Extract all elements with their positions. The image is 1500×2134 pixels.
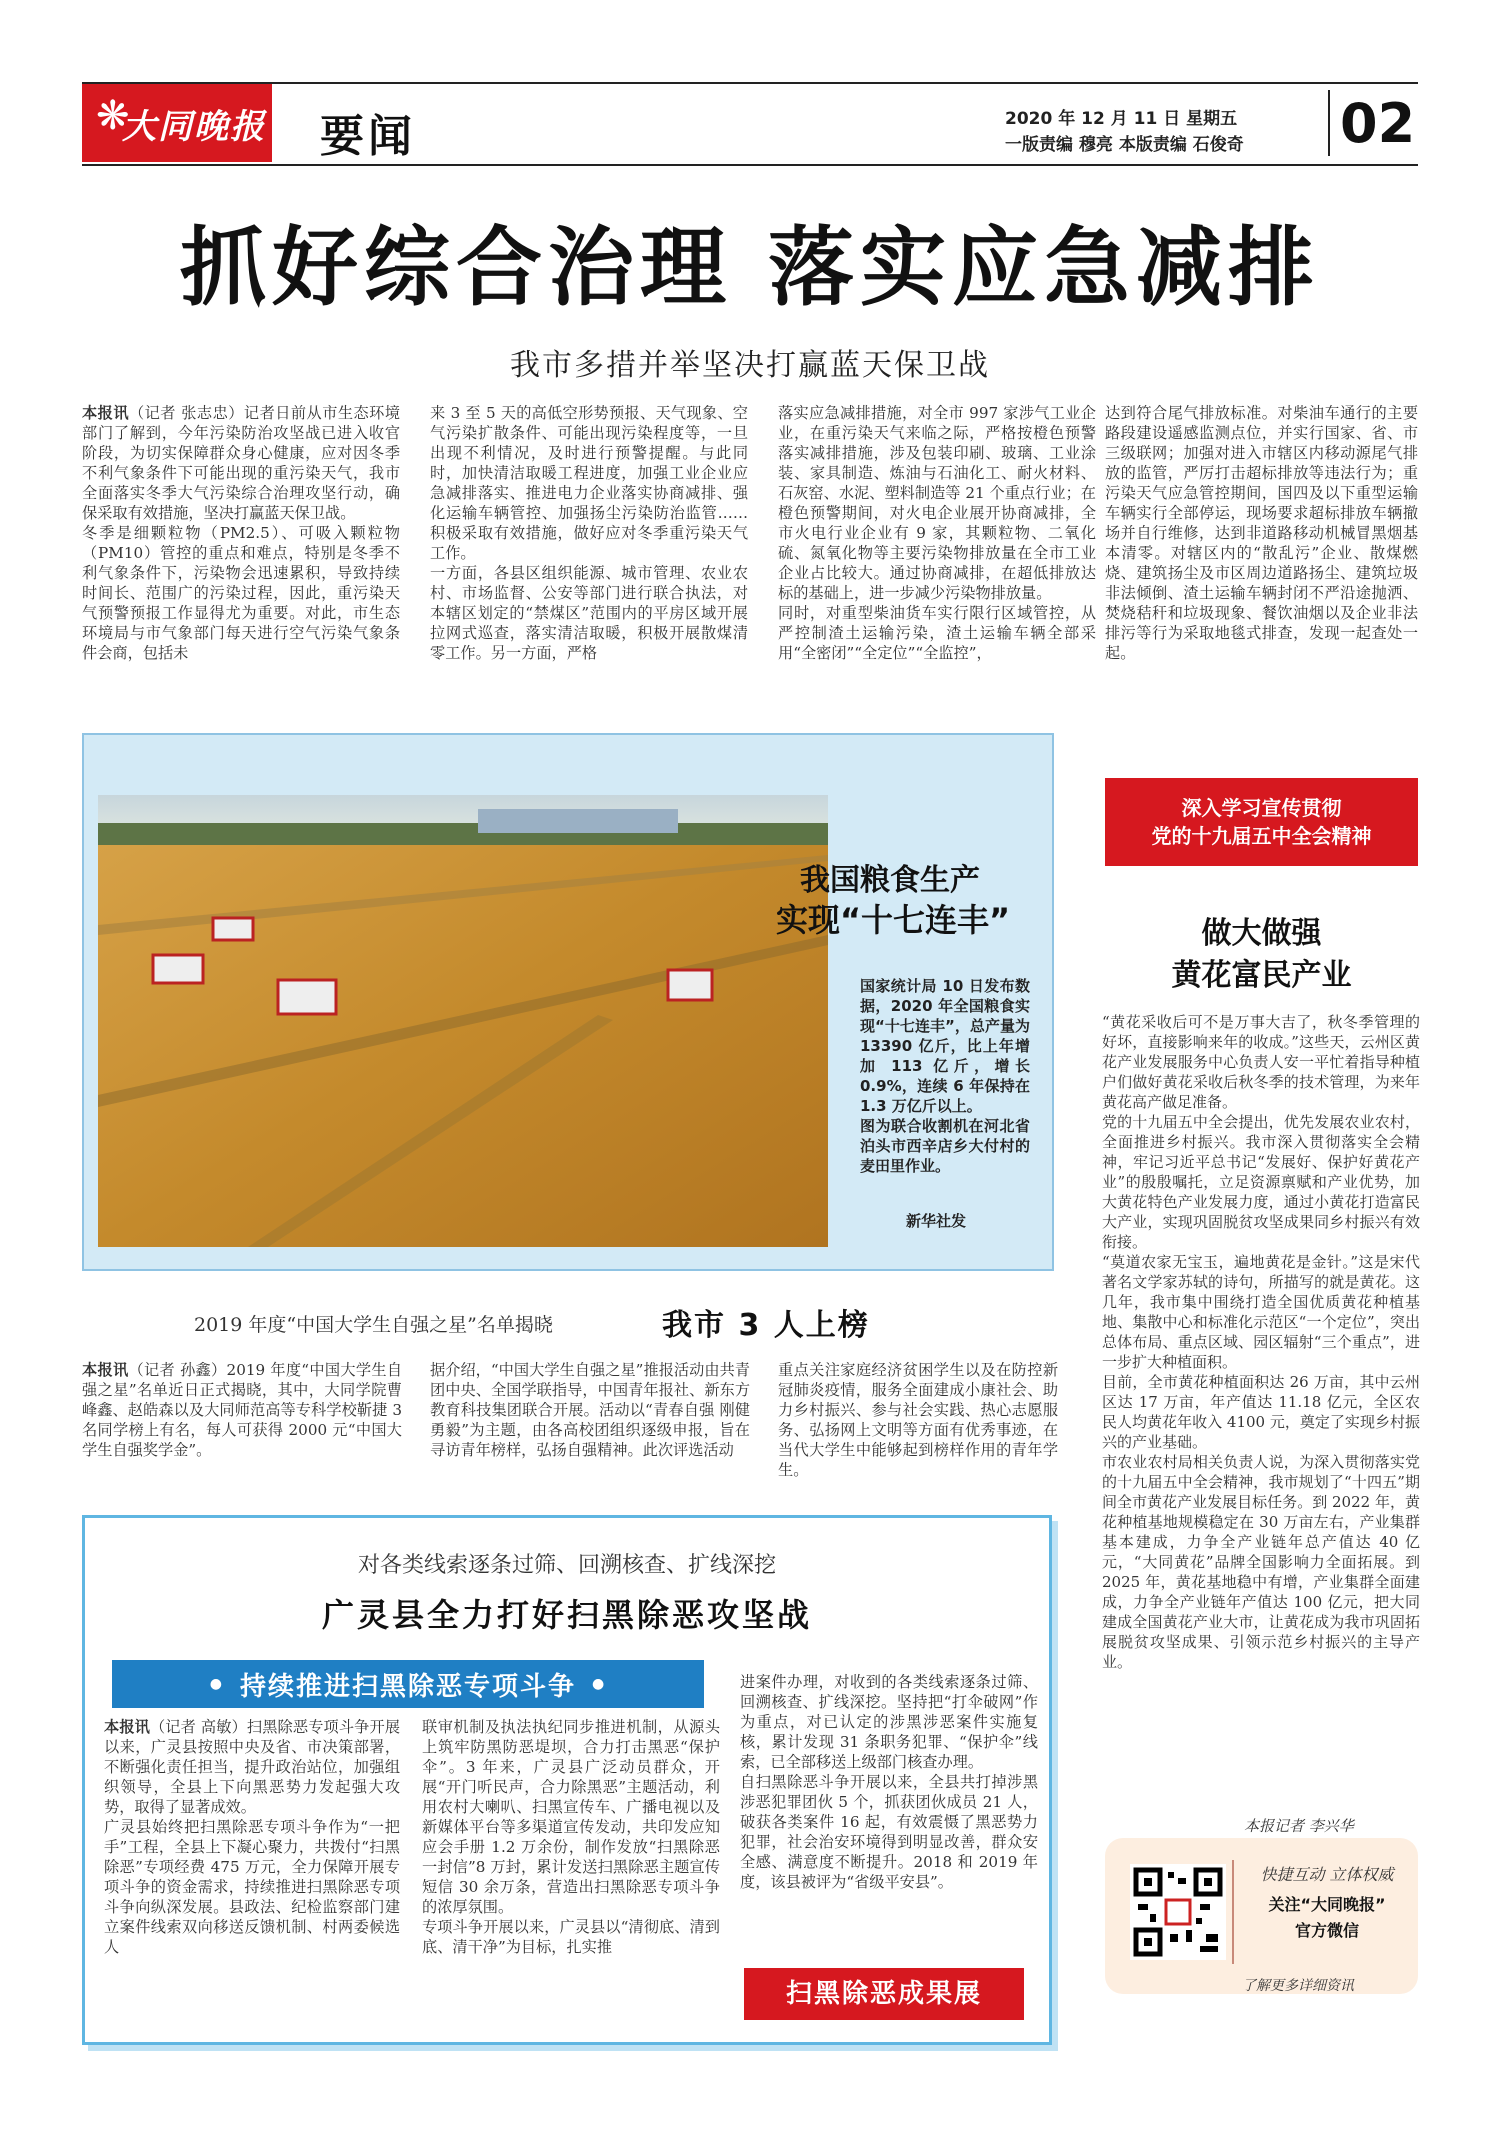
crime-section-banner <box>112 1660 704 1708</box>
student-headline: 我市 3 人上榜 <box>662 1308 870 1343</box>
promo-divider <box>1232 1860 1234 1964</box>
flame-icon: ❋ <box>96 93 130 139</box>
byline-reporter: （记者 张志忠） <box>128 404 244 422</box>
student-byline-reporter: （记者 孙鑫） <box>128 1361 227 1379</box>
crime-col-3: 进案件办理，对收到的各类线索逐条过筛、回溯核查、扩线深挖。坚持把“打伞破网”作为重点，对已认定的涉黑涉恶案件实施复核，累计发现 31 条职务犯罪、“保护伞”线索，已全部移送上级部门核查办理。 自扫黑除恶斗争开展以来，全县共打掉涉黑涉恶犯罪团伙 5 个，抓获团伙成员 21 人，破获各类案件 16 起，有效震慑了黑恶势力犯罪，社会治安环境得到明显改善，群众安全感、满意度不断提升。2018 和 2019 年度，该县被评为“省级平安县”。 <box>740 1673 1038 1891</box>
photo-headline-line-2: 实现“十七连丰” <box>776 901 1011 939</box>
sidebar-body: “黄花采收后可不是万事大吉了，秋冬季管理的好坏，直接影响来年的收成。”这些天，云州区黄花产业发展服务中心负责人安一平忙着指导种植户们做好黄花采收后秋冬季的技术管理，为来年黄花高产做足准备。 党的十九届五中全会提出，优先发展农业农村，全面推进乡村振兴。我市深入贯彻落实全会精神，牢记习近平总书记“发展好、保护好黄花产业”的殷殷嘱托，立足资源禀赋和产业优势，加大黄花特色产业发展力度，通过小黄花打造富民大产业，实现巩固脱贫攻坚成果同乡村振兴有效衔接。 “莫道农家无宝玉，遍地黄花是金针。”这是宋代著名文学家苏轼的诗句，所描写的就是黄花。这几年，我市集中围绕打造全国优质黄花种植基地、集散中心和标准化示范区“一个定位”，突出总体布局、重点区域、园区辐射“三个重点”，进一步扩大种植面积。 目前，全市黄花种植面积达 26 万亩，其中云州区达 17 万亩，年产值达 11.18 亿元，全区农民人均黄花年收入 4100 元，奠定了实现乡村振兴的产业基础。 市农业农村局相关负责人说，为深入贯彻落实党的十九届五中全会精神，我市规划了“十四五”期间全市黄花产业发展目标任务。到 2022 年，黄花种植基地规模稳定在 30 万亩左右，产业集群基本建成，力争全产业链年总产值达 40 亿元，“大同黄花”品牌全国影响力全面拓展。到 2025 年，黄花基地稳中有增，产业集群全面建成，力争全产业链年产值达 100 亿元，把大同建成全国黄花产业大市，让黄花成为我市巩固拓展脱贫攻坚成果、引领示范乡村振兴的主导产业。 <box>1102 1013 1420 1671</box>
masthead-bottom-rule <box>82 164 1418 166</box>
page-number: 02 <box>1340 92 1416 155</box>
crime-headline: 广灵县全力打好扫黑除恶攻坚战 <box>321 1596 812 1634</box>
crime-col-1-text: 扫黑除恶专项斗争开展以来，广灵县按照中央及省、市决策部署，不断强化责任担当，提升政治站位，加强组织领导，全县上下向黑恶势力发起强大攻势，取得了显著成效。 广灵县始终把扫黑除恶专项斗争作为“一把手”工程，全县上下凝心聚力，共拨付“扫黑除恶”专项经费 475 万元，全力保障开展专项斗争的资金需求，持续推进扫黑除恶专项斗争向纵深发展。县政法、纪检监察部门建立案件线索双向移送反馈机制、村两委候选人 <box>104 1718 401 1956</box>
page-number-divider <box>1328 90 1330 156</box>
student-col-3: 重点关注家庭经济贫困学生以及在防控新冠肺炎疫情，服务全面建成小康社会、助力乡村振兴、参与社会实践、热心志愿服务、弘扬网上文明等方面有优秀事迹，在当代大学生中能够起到榜样作用的青年学生。 <box>778 1361 1058 1479</box>
crime-col-2: 联审机制及执法执纪同步推进机制，从源头上筑牢防黑防恶堤坝，合力打击黑恶“保护伞”。3 年来，广灵县广泛动员群众，开展“开门听民声，合力除黑恶”主题活动，利用农村大喇叭、扫黑宣传车、广播电视以及新媒体平台等多渠道宣传发动，共印发应知应会手册 1.2 万余份，制作发放“扫黑除恶一封信”8 万封，累计发送扫黑除恶主题宣传短信 30 余万条，营造出扫黑除恶专项斗争的浓厚氛围。 专项斗争开展以来，广灵县以“清彻底、清到底、清干净”为目标，扎实推 <box>422 1718 720 1956</box>
wheat-harvest-photo <box>98 795 828 1247</box>
photo-headline-line-1: 我国粮食生产 <box>800 863 980 898</box>
logo-text: 大同晚报 <box>122 106 266 147</box>
section-title: 要闻 <box>320 111 416 162</box>
photo-caption: 国家统计局 10 日发布数据，2020 年全国粮食实现“十七连丰”，总产量为 13390 亿斤，比上年增加 113 亿斤，增长 0.9%，连续 6 年保持在 1.3 万亿斤以上。 图为联合收割机在河北省泊头市西辛店乡大付村的麦田里作业。 <box>860 977 1030 1175</box>
sidebar-signature: 本报记者 李兴华 <box>1244 1817 1354 1835</box>
crime-banner-text: 持续推进扫黑除恶专项斗争 <box>239 1671 576 1702</box>
lead-col-1 <box>82 403 400 703</box>
crime-byline-prefix: 本报讯 <box>104 1718 150 1736</box>
sidebar-headline-line-1: 做大做强 <box>1201 916 1322 951</box>
sidebar-headline-line-2: 黄花富民产业 <box>1171 958 1352 993</box>
student-col-1 <box>82 1360 402 1464</box>
newspaper-logo <box>82 84 272 162</box>
student-kicker: 2019 年度“中国大学生自强之星”名单揭晓 <box>194 1314 553 1336</box>
promo-line-3: 官方微信 <box>1294 1921 1359 1940</box>
crime-col-1 <box>104 1717 400 2029</box>
sidebar-banner-line-2: 党的十九届五中全会精神 <box>1151 824 1372 848</box>
lead-headline: 抓好综合治理 落实应急减排 <box>180 218 1320 318</box>
lead-col-1-text: 记者日前从市生态环境部门了解到，今年污染防治攻坚战已进入收官阶段，为切实保障群众身心健康，应对因冬季不利气象条件下可能出现的重污染天气，我市全面落实冬季大气污染综合治理攻坚行动，确保采取有效措施，坚决打赢蓝天保卫战。 冬季是细颗粒物（PM2.5）、可吸入颗粒物（PM10）管控的重点和难点，特别是冬季不利气象条件下，污染物会迅速累积，导致持续时间长、范围广的污染过程，因此，重污染天气预警预报工作显得尤为重要。对此，市生态环境局与市气象部门每天进行空气污染气象条件会商，包括未 <box>82 404 401 662</box>
promo-line-1: 快捷互动 立体权威 <box>1260 1865 1394 1884</box>
crime-byline-reporter: （记者 高敏） <box>149 1718 247 1736</box>
student-col-1-text: 2019 年度“中国大学生自强之星”名单近日正式揭晓，其中，大同学院曹峰鑫、赵皓森以及大同师范高等专科学校靳捷 3 名同学榜上有名，每人可获得 2000 元“中国大学生自强奖学金”。 <box>82 1361 403 1459</box>
qr-code-icon <box>1130 1864 1226 1960</box>
bullet-icon-left: ● <box>209 1676 224 1692</box>
top-rule <box>82 82 1418 84</box>
sidebar-banner <box>1105 778 1418 866</box>
crime-results-badge: 扫黑除恶成果展 <box>744 1968 1024 2020</box>
student-byline-prefix: 本报讯 <box>82 1361 129 1379</box>
lead-col-4: 达到符合尾气排放标准。对柴油车通行的主要路段建设遥感监测点位，并实行国家、省、市三级联网；加强对进入市辖区内移动源尾气排放的监管，严厉打击超标排放等违法行为；重污染天气应急管控期间，国四及以下重型运输车辆实行全部停运，现场要求超标排放车辆撤场并自行维修，达到非道路移动机械冒黑烟基本清零。对辖区内的“散乱污”企业、散煤燃烧、建筑扬尘及市区周边道路扬尘、建筑垃圾非法倾倒、渣土运输车辆封闭不严沿途抛洒、焚烧秸秆和垃圾现象、餐饮油烟以及企业非法排污等行为采取地毯式排查，发现一起查处一起。 <box>1105 404 1418 662</box>
crime-kicker: 对各类线索逐条过筛、回溯核查、扩线深挖 <box>357 1553 776 1578</box>
bullet-icon-right: ● <box>592 1676 607 1692</box>
lead-subheadline: 我市多措并举坚决打赢蓝天保卫战 <box>510 348 990 383</box>
lead-col-2: 来 3 至 5 天的高低空形势预报、天气现象、空气污染扩散条件、可能出现污染程度等，一旦出现不利情况，及时进行预警提醒。与此同时，加快清洁取暖工程进度，加强工业企业应急减排落实、推进电力企业落实协商减排、强化运输车辆管控、加强扬尘污染防治监管……积极采取有效措施，做好应对冬季重污染天气工作。 一方面，各县区组织能源、城市管理、农业农村、市场监督、公安等部门进行联合执法，对本辖区划定的“禁煤区”范围内的平房区域开展拉网式巡查，落实清洁取暖，积极开展散煤清零工作。另一方面，严格 <box>430 404 748 662</box>
photo-credit: 新华社发 <box>906 1212 967 1230</box>
student-col-2: 据介绍，“中国大学生自强之星”推报活动由共青团中央、全国学联指导，中国青年报社、新东方教育科技集团联合开展。活动以“青春自强 刚健勇毅”为主题，由各高校团组织逐级申报，旨在寻访青年榜样，弘扬自强精神。此次评选活动 <box>430 1361 750 1459</box>
lead-col-3: 落实应急减排措施，对全市 997 家涉气工业企业，在重污染天气来临之际，严格按橙色预警落实减排措施，涉及包装印刷、玻璃、工业涂装、家具制造、炼油与石油化工、耐火材料、石灰窑、水泥、塑料制造等 21 个重点行业；在橙色预警期间，对火电企业展开协商减排，全市火电行业企业有 9 家，其颗粒物、二氧化硫、氮氧化物等主要污染物排放量在全市工业企业占比较大。通过协商减排，在超低排放达标的基础上，进一步减少污染物排放量。 同时，对重型柴油货车实行限行区域管控，从严控制渣土运输污染，渣土运输车辆全部采用“全密闭”“全定位”“全监控”， <box>778 404 1096 662</box>
byline-prefix: 本报讯 <box>82 404 129 422</box>
date-line: 2020 年 12 月 11 日 星期五 <box>1005 109 1238 129</box>
promo-line-2: 关注“大同晚报” <box>1268 1895 1386 1914</box>
editor-line: 一版责编 穆亮 本版责编 石俊奇 <box>1005 135 1244 155</box>
sidebar-banner-line-1: 深入学习宣传贯彻 <box>1181 796 1342 820</box>
promo-line-4: 了解更多详细资讯 <box>1242 1978 1354 1994</box>
